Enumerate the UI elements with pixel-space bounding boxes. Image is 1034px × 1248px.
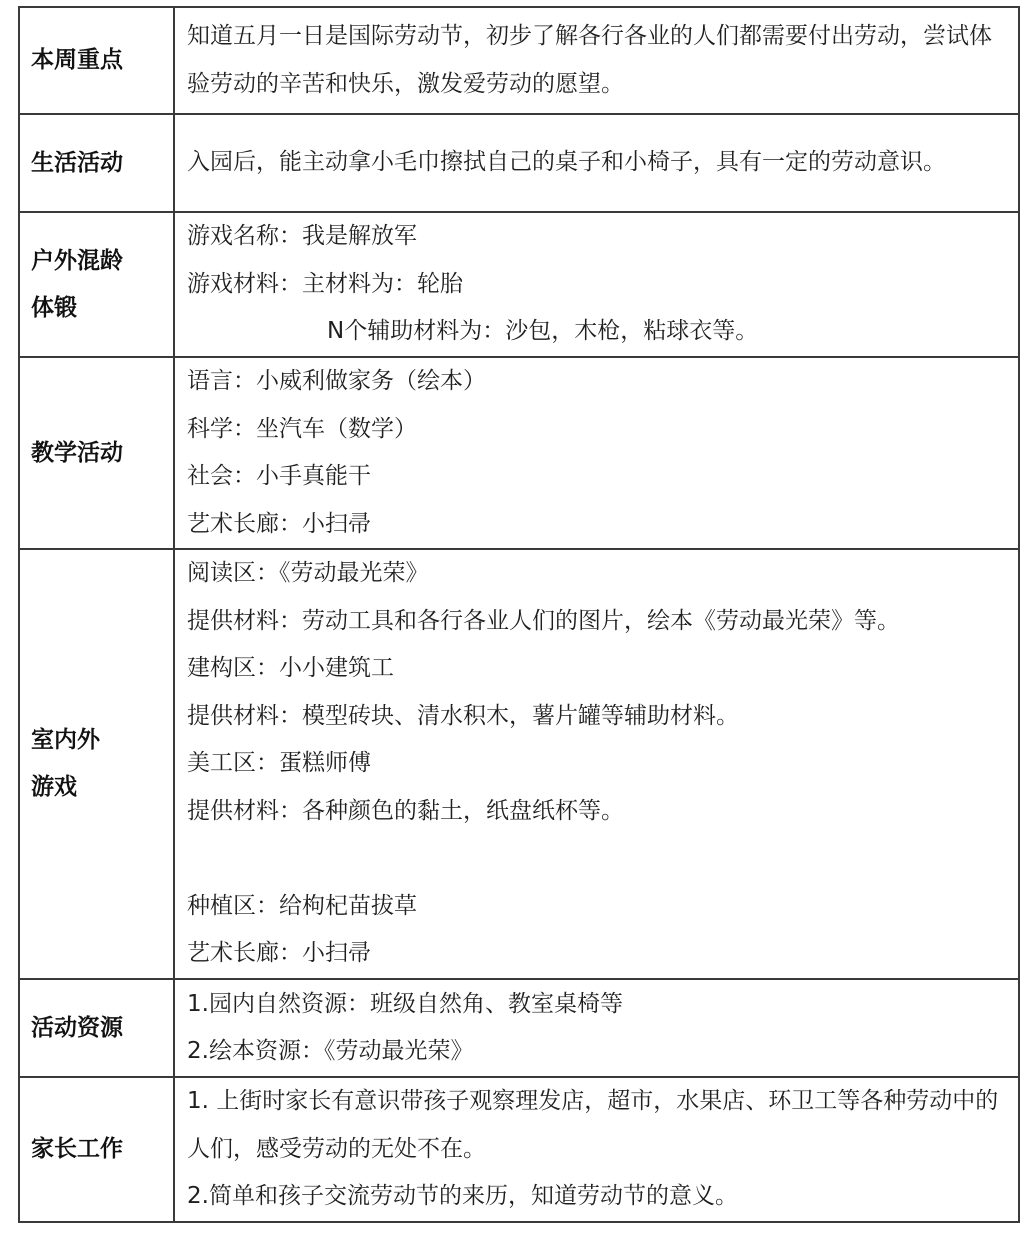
row-label-text: 体锻 (31, 294, 77, 321)
content-line: 2.绘本资源：《劳动最光荣》 (187, 1038, 474, 1064)
table-row-daily-life-activity (19, 114, 1019, 212)
content-line: 1.园内自然资源：班级自然角、教室桌椅等 (187, 990, 623, 1017)
weekly-plan-table (18, 6, 1020, 1223)
content-line: 社会：小手真能干 (187, 463, 371, 489)
row-label-weekly-focus (19, 7, 174, 114)
row-label-text: 室内外 (31, 727, 100, 753)
row-label-text: 本周重点 (31, 47, 123, 73)
row-label-text: 生活活动 (31, 149, 123, 176)
table-row-indoor-outdoor-games (19, 549, 1019, 979)
content-paragraph: 1. 上街时家长有意识带孩子观察理发店，超市，水果店、环卫工等各种劳动中的人们，感受劳动的无处不在。 (187, 1088, 999, 1162)
content-line: 种植区：给枸杞苗拔草 (187, 892, 417, 919)
content-paragraph: 知道五月一日是国际劳动节，初步了解各行各业的人们都需要付出劳动，尝试体验劳动的辛苦和快乐，激发爱劳动的愿望。 (187, 23, 992, 97)
row-content-weekly-focus (174, 7, 1019, 114)
content-line: 美工区：蛋糕师傅 (187, 750, 371, 777)
content-line: 阅读区：《劳动最光荣》 (187, 560, 429, 587)
row-content-parent-work (174, 1077, 1019, 1222)
table-row-weekly-focus (19, 7, 1019, 114)
row-label-text: 游戏 (31, 774, 77, 800)
content-line: 提供材料：模型砖块、清水积木，薯片罐等辅助材料。 (187, 702, 739, 729)
content-line: 艺术长廊：小扫帚 (187, 510, 371, 537)
row-label-text: 活动资源 (31, 1014, 123, 1041)
row-content-outdoor-exercise (174, 212, 1019, 357)
content-line: 科学：坐汽车（数学） (187, 415, 417, 442)
row-label-text: 教学活动 (31, 439, 123, 466)
content-line: 提供材料：劳动工具和各行各业人们的图片，绘本《劳动最光荣》等。 (187, 607, 900, 634)
blank-line (187, 835, 1012, 883)
content-line: 语言：小威利做家务（绘本） (187, 368, 486, 394)
table-row-outdoor-exercise (19, 212, 1019, 357)
row-label-text: 家长工作 (31, 1136, 123, 1162)
table-row-activity-resources (19, 979, 1019, 1077)
row-content-indoor-outdoor-games (174, 549, 1019, 979)
content-line: 建构区：小小建筑工 (187, 655, 394, 682)
content-line: 游戏名称：我是解放军 (187, 223, 417, 250)
weekly-plan-document (18, 6, 1020, 1223)
table-row-parent-work (19, 1077, 1019, 1222)
content-line: 游戏材料：主材料为：轮胎 (187, 270, 463, 297)
row-label-teaching-activity (19, 357, 174, 549)
content-paragraph: 2.简单和孩子交流劳动节的来历，知道劳动节的意义。 (187, 1183, 738, 1210)
row-content-activity-resources (174, 979, 1019, 1077)
row-label-outdoor-exercise (19, 212, 174, 357)
content-line: 提供材料：各种颜色的黏土，纸盘纸杯等。 (187, 797, 624, 824)
content-line: N个辅助材料为：沙包，木枪，粘球衣等。 (327, 318, 759, 345)
row-label-text: 户外混龄 (31, 247, 123, 274)
table-row-teaching-activity (19, 357, 1019, 549)
row-label-activity-resources (19, 979, 174, 1077)
row-label-indoor-outdoor-games (19, 549, 174, 979)
row-content-teaching-activity (174, 357, 1019, 549)
content-paragraph: 入园后，能主动拿小毛巾擦拭自己的桌子和小椅子，具有一定的劳动意识。 (187, 149, 946, 176)
row-label-daily-life-activity (19, 114, 174, 212)
row-content-daily-life-activity (174, 114, 1019, 212)
content-line: 艺术长廊：小扫帚 (187, 940, 371, 967)
row-label-parent-work (19, 1077, 174, 1222)
